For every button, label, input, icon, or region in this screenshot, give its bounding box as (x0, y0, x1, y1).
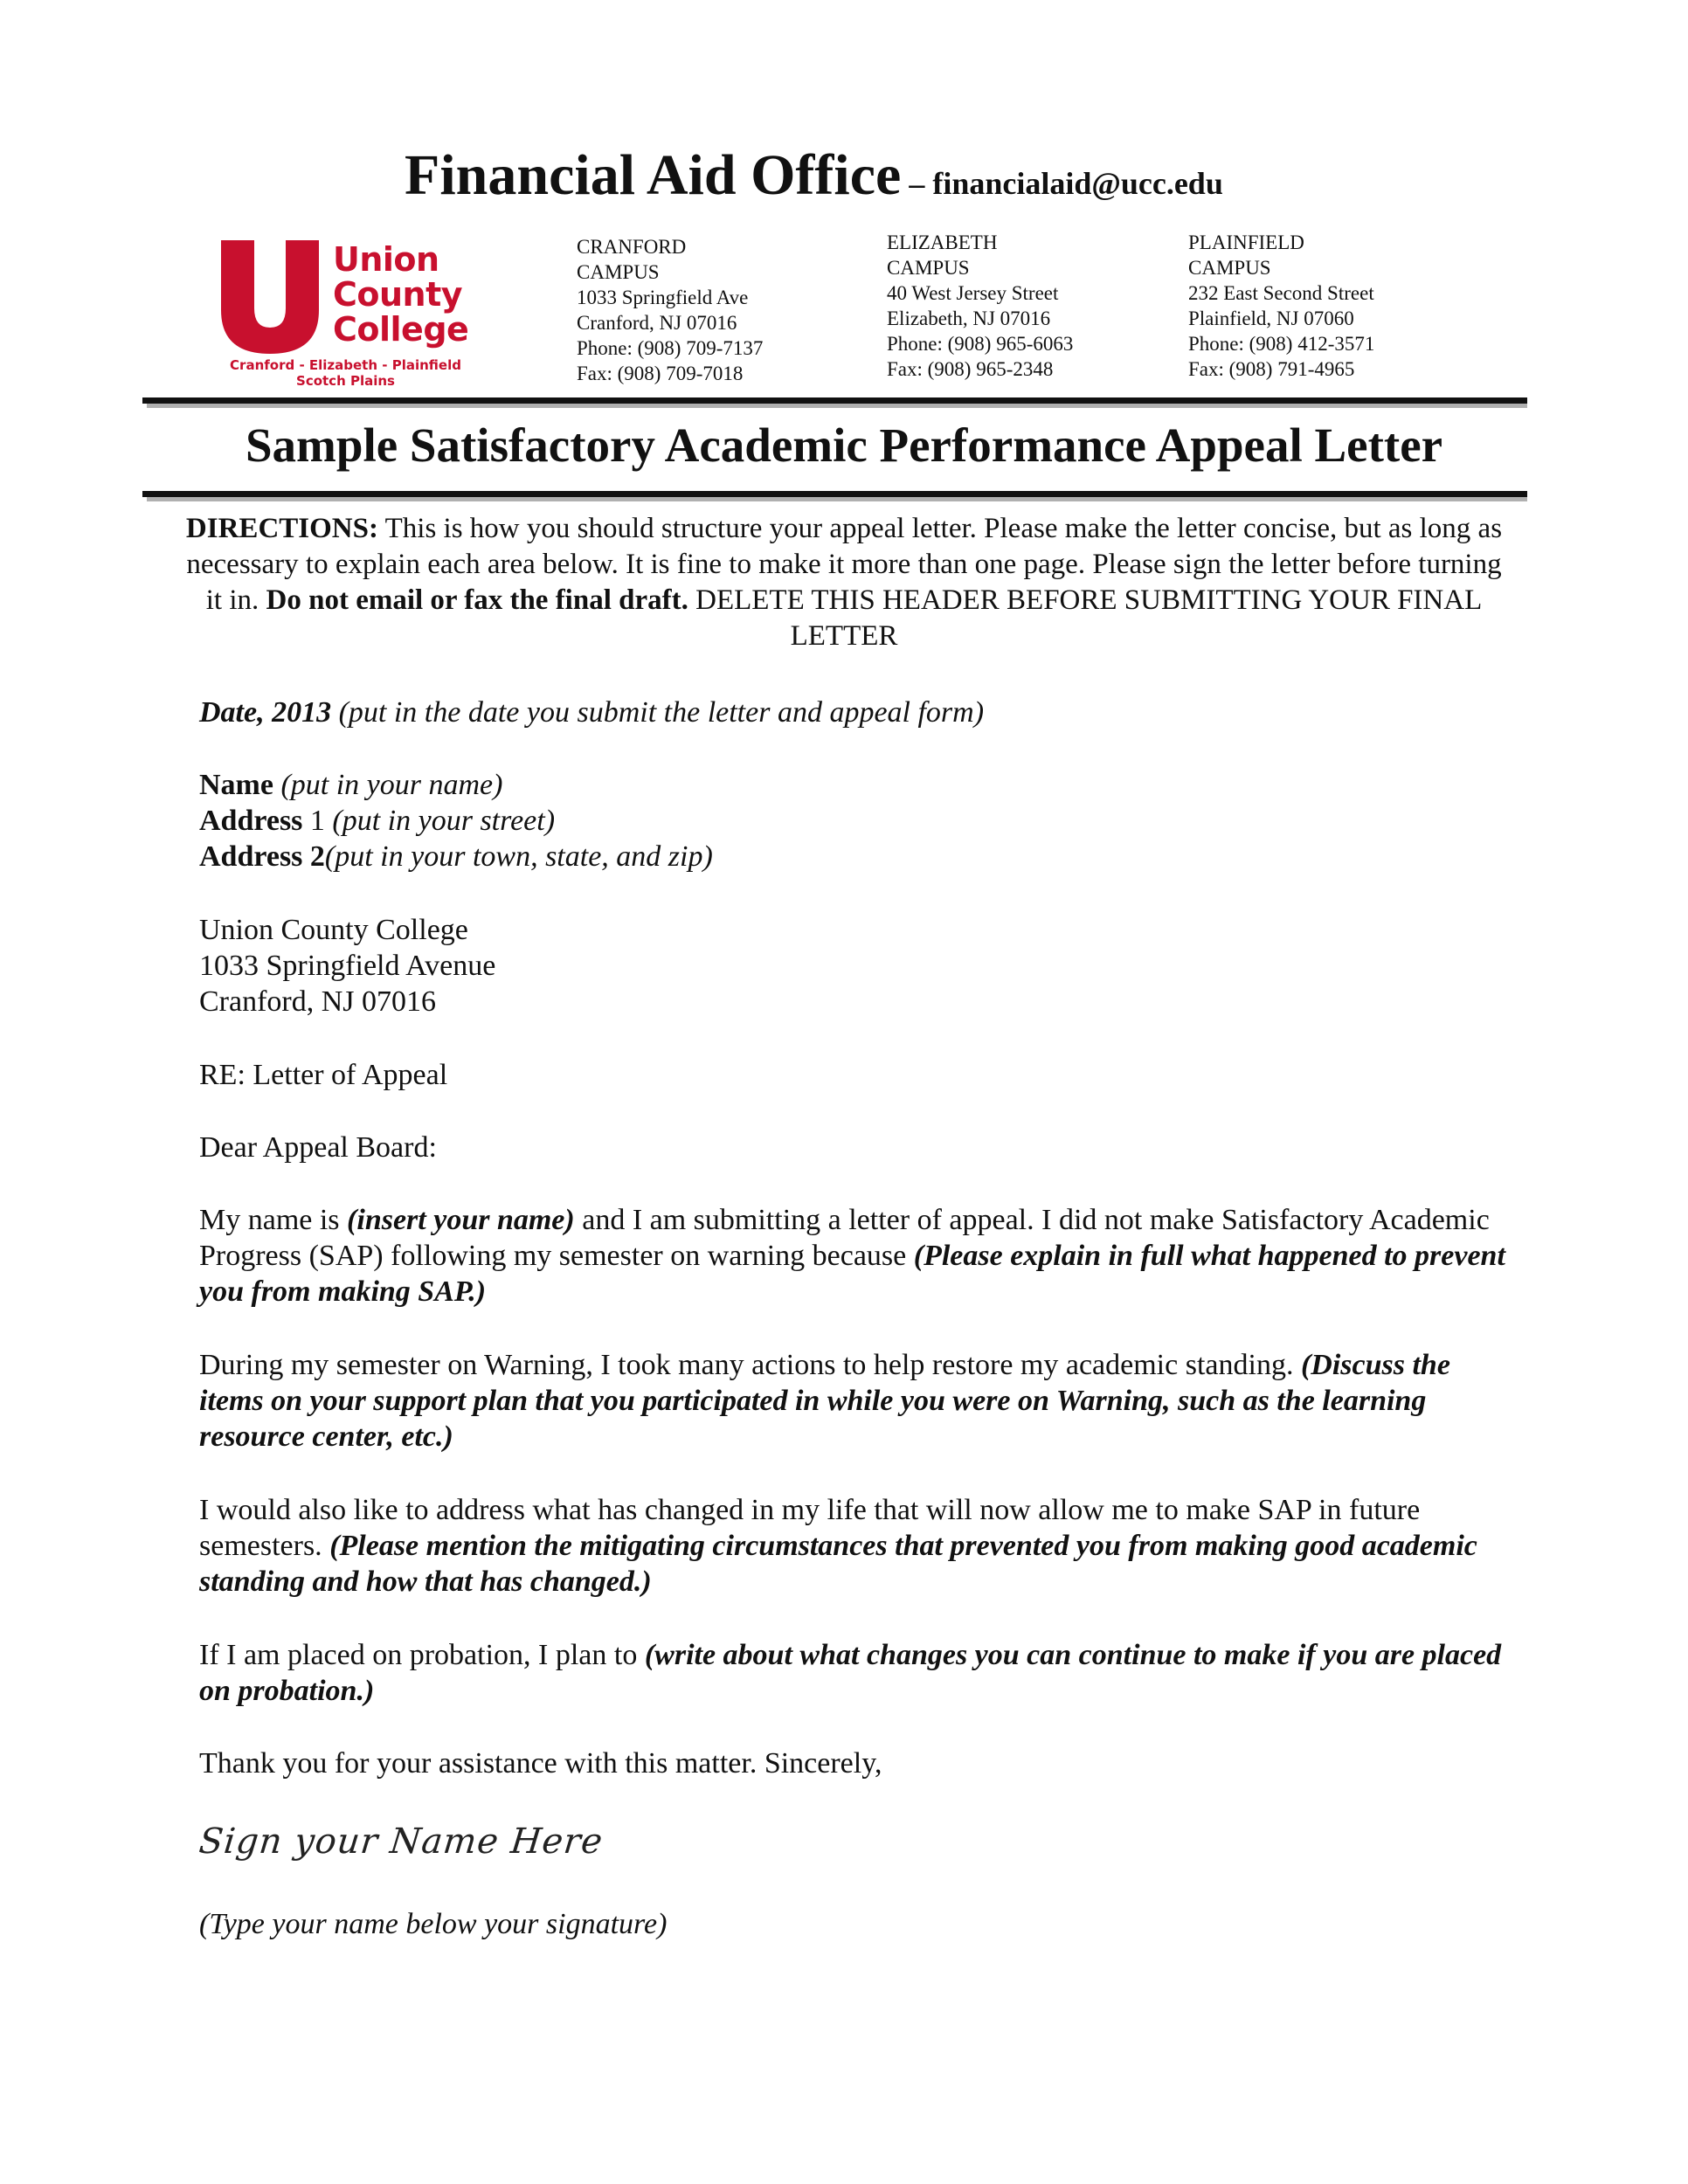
directions: DIRECTIONS: This is how you should structure your appeal letter. Please make the letter concise, but as long as necessary to explain each area below. It is fine to make it more than one page. Please sign the letter before turning it in. Do not email or fax the final draft. DELETE THIS HEADER BEFORE SUBMITTING YOUR FINAL LETTER (185, 513, 1503, 652)
header-rule-bottom-shadow (147, 497, 1527, 501)
closing: Thank you for your assistance with this matter. Sincerely, (199, 1747, 882, 1780)
typed-name-hint: (Type your name below your signature) (199, 1908, 668, 1940)
campus-cranford: CRANFORD CAMPUS 1033 Springfield Ave Cranford, NJ 07016 Phone: (908) 709-7137 Fax: (908) 709-7018 (577, 236, 764, 384)
paragraph-2: During my semester on Warning, I took many actions to help restore my academic standing. (Discuss the items on your support plan that you participated in while you were on Warning, such as the learning resource center, etc.) (199, 1349, 1450, 1453)
recipient-block: Union County College 1033 Springfield Avenue Cranford, NJ 07016 (199, 914, 496, 1018)
campus-elizabeth: ELIZABETH CAMPUS 40 West Jersey Street Elizabeth, NJ 07016 Phone: (908) 965-6063 Fax: (908) 965-2348 (887, 232, 1074, 380)
header-rule-top-shadow (147, 404, 1527, 408)
campus-plainfield: PLAINFIELD CAMPUS 232 East Second Street Plainfield, NJ 07060 Phone: (908) 412-3571 Fax: (908) 791-4965 (1188, 232, 1375, 380)
paragraph-1: My name is (insert your name) and I am submitting a letter of appeal. I did not make Satisfactory Academic Progress (SAP) following my semester on warning because (Please explain in full what happened to prevent you from making SAP.) (199, 1204, 1505, 1308)
office-email: – financialaid@ucc.edu (901, 166, 1223, 201)
college-logo (221, 240, 474, 403)
salutation: Dear Appeal Board: (199, 1131, 437, 1164)
logo-wordmark: Union County College (333, 240, 469, 349)
office-title-text: Financial Aid Office (405, 143, 902, 207)
logo-u-mark (221, 240, 319, 354)
header-rule-top (142, 397, 1527, 404)
paragraph-3: I would also like to address what has changed in my life that will now allow me to make SAP in future semesters. (Please mention the mitigating circumstances that prevented you from making good academic standing and how that has changed.) (199, 1494, 1477, 1598)
office-title (405, 143, 1223, 207)
document-title: Sample Satisfactory Academic Performance Appeal Letter (245, 418, 1443, 472)
date-line: Date, 2013 (put in the date you submit the letter and appeal form) (199, 696, 985, 729)
paragraph-4: If I am placed on probation, I plan to (write about what changes you can continue to make if you are placed on probation.) (199, 1639, 1502, 1707)
sender-block: Name (put in your name) Address 1 (put in your street) Address 2(put in your town, state, and zip) (199, 769, 713, 873)
logo-tagline: Cranford - Elizabeth - Plainfield Scotch Plains (230, 357, 461, 389)
signature: Sign your Name Here (197, 1821, 605, 1862)
header-rule-bottom (142, 491, 1527, 497)
re-line: RE: Letter of Appeal (199, 1059, 448, 1091)
